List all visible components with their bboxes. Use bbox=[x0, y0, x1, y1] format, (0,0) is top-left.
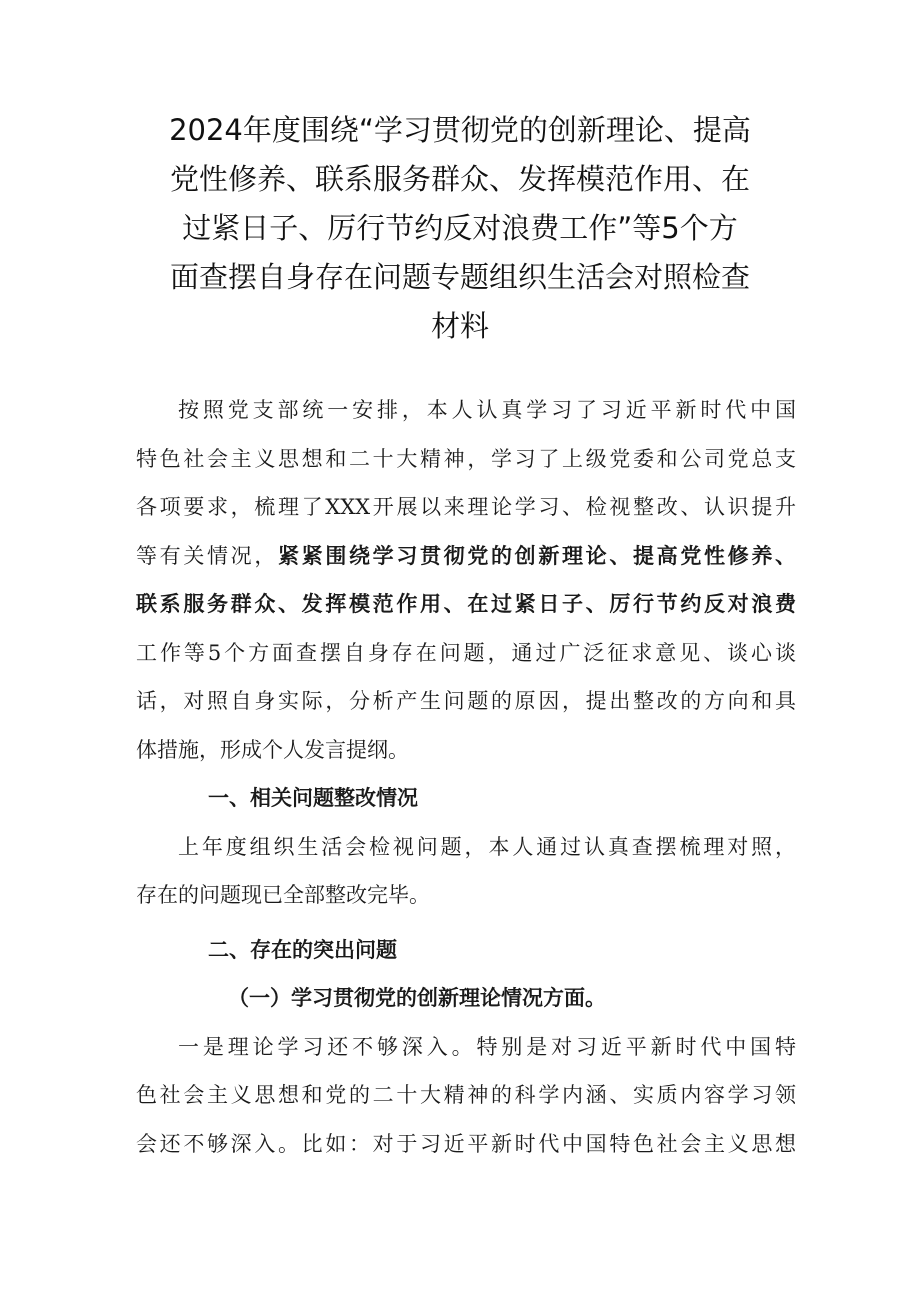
section1-paragraph bbox=[136, 823, 796, 920]
text-line: 工作等5个方面查摆自身存在问题，通过广泛征求意见、谈心谈 bbox=[136, 640, 796, 665]
title-line: 面查摆自身存在问题专题组织生活会对照检查 bbox=[169, 260, 750, 294]
text-line: 一是理论学习还不够深入。特别是对习近平新时代中国特 bbox=[178, 1034, 796, 1059]
section-heading: 二、存在的突出问题 bbox=[208, 936, 397, 962]
title-line: 材料 bbox=[430, 309, 489, 343]
text-line: 体措施，形成个人发言提纲。 bbox=[136, 737, 409, 762]
section2-paragraph bbox=[136, 1023, 796, 1169]
text-line: 存在的问题现已全部整改完毕。 bbox=[136, 883, 430, 907]
title-line: 过紧日子、厉行节约反对浪费工作”等5个方 bbox=[182, 211, 738, 245]
text-line: 色社会主义思想和党的二十大精神的科学内涵、实质内容学习领 bbox=[136, 1083, 796, 1107]
bold-text-line: 联系服务群众、发挥模范作用、在过紧日子、厉行节约反对浪费 bbox=[136, 591, 796, 616]
section-heading: 一、相关问题整改情况 bbox=[208, 785, 418, 810]
intro-paragraph bbox=[136, 386, 796, 774]
text-line bbox=[136, 532, 796, 581]
text-line: 特色社会主义思想和二十大精神，学习了上级党委和公司党总支 bbox=[136, 446, 796, 471]
text-line: 上年度组织生活会检视问题，本人通过认真查摆梳理对照， bbox=[178, 834, 796, 859]
bold-text-run: 紧紧围绕学习贯彻党的创新理论、提高党性修养、 bbox=[278, 542, 796, 568]
title-line: 2024年度围绕“学习贯彻党的创新理论、提高 bbox=[169, 113, 751, 147]
text-line: 话，对照自身实际，分析产生问题的原因，提出整改的方向和具 bbox=[136, 689, 796, 713]
text-line: 按照党支部统一安排，本人认真学习了习近平新时代中国 bbox=[178, 398, 796, 422]
text-run: 等有关情况， bbox=[136, 543, 278, 568]
document-title bbox=[120, 106, 800, 351]
text-line: 会还不够深入。比如：对于习近平新时代中国特色社会主义思想 bbox=[136, 1131, 796, 1156]
sub-heading: （一）学习贯彻党的创新理论情况方面。 bbox=[228, 985, 606, 1010]
document-body bbox=[136, 386, 796, 1168]
title-line: 党性修养、联系服务群众、发挥模范作用、在 bbox=[169, 162, 750, 196]
text-line: 各项要求，梳理了XXX开展以来理论学习、检视整改、认识提升 bbox=[136, 495, 796, 519]
